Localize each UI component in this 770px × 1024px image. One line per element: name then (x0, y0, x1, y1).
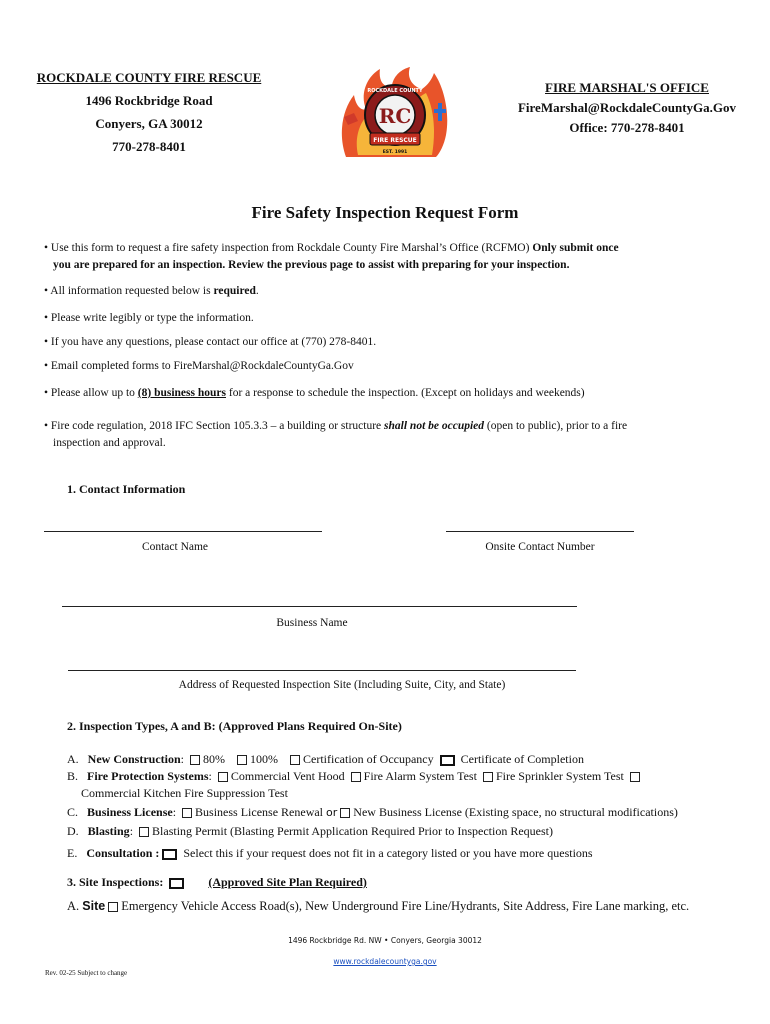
fire-rescue-logo (336, 65, 454, 165)
fire-marshal-contact-block (498, 78, 756, 138)
contact-name-label: Contact Name (141, 541, 209, 553)
checkbox-business-license-renewal[interactable] (182, 808, 192, 818)
checkbox-certificate-of-completion[interactable] (440, 755, 455, 766)
instruction-required: • All information requested below is required. (44, 285, 259, 297)
office-title: FIRE MARSHAL'S OFFICE (545, 80, 709, 95)
inspection-type-d: D. Blasting: Blasting Permit (Blasting Permit Application Required Prior to Inspection Request) (67, 824, 553, 838)
logo-est: EST. 1991 (382, 150, 408, 155)
business-name-field[interactable] (62, 606, 577, 607)
checkbox-blasting-permit[interactable] (139, 827, 149, 837)
site-address-field[interactable] (68, 670, 576, 671)
site-address-label: Address of Requested Inspection Site (Including Suite, City, and State) (178, 679, 506, 691)
checkbox-kitchen-fire-suppression-test[interactable] (630, 772, 640, 782)
agency-phone: 770-278-8401 (112, 139, 186, 154)
agency-city: Conyers, GA 30012 (95, 116, 203, 131)
inspection-type-c: C. Business License: Business License Renewal or New Business License (Existing space, no structural modifications) (67, 805, 678, 819)
inspection-type-a: A. New Construction: 80% 100% Certification of Occupancy Certificate of Completion (67, 752, 584, 766)
onsite-contact-number-field[interactable] (446, 531, 634, 532)
section-1-heading: 1. Contact Information (67, 482, 186, 496)
instruction-questions: • If you have any questions, please contact our office at (770) 278-8401. (44, 336, 377, 348)
instruction-email: • Email completed forms to FireMarshal@RockdaleCountyGa.Gov (44, 360, 354, 372)
checkbox-site-inspection[interactable] (108, 902, 118, 912)
checkbox-fire-alarm-system-test[interactable] (351, 772, 361, 782)
revision-note: Rev. 02-25 Subject to change (45, 969, 128, 977)
office-phone: Office: 770-278-8401 (569, 120, 685, 135)
logo-top-text: ROCKDALE COUNTY (367, 88, 423, 94)
agency-name: ROCKDALE COUNTY FIRE RESCUE (36, 70, 262, 85)
onsite-contact-number-label: Onsite Contact Number (485, 541, 595, 553)
logo-banner: FIRE RESCUE (373, 137, 417, 144)
checkbox-100-percent[interactable] (237, 755, 247, 765)
logo-monogram: RC (378, 104, 412, 128)
checkbox-fire-sprinkler-system-test[interactable] (483, 772, 493, 782)
instruction-response-time: • Please allow up to (8) business hours for a response to schedule the inspection. (Except on holidays and weekends) (44, 387, 585, 399)
checkbox-consultation[interactable] (162, 849, 177, 860)
section-3-heading: 3. Site Inspections: (Approved Site Plan Required) (67, 875, 367, 889)
form-title: Fire Safety Inspection Request Form (251, 203, 519, 222)
checkbox-site-inspections[interactable] (169, 878, 184, 889)
site-inspection-a: A. Site Emergency Vehicle Access Road(s), New Underground Fire Line/Hydrants, Site Address, Fire Lane marking, etc. (67, 899, 690, 913)
inspection-type-e: E. Consultation : Select this if your request does not fit in a category listed or you have more questions (67, 846, 593, 860)
footer-website (0, 957, 770, 966)
business-name-label: Business Name (276, 617, 348, 629)
instruction-submit-once: • Use this form to request a fire safety inspection from Rockdale County Fire Marshal’s Office (RCFMO) Only submit once you are prepared for an inspection. Review the previous page to assist with preparing for your inspection. (44, 242, 619, 271)
office-email: FireMarshal@RockdaleCountyGa.Gov (517, 100, 737, 115)
instruction-fire-code: • Fire code regulation, 2018 IFC Section 105.3.3 – a building or structure shall not be occupied (open to public), prior to a fire inspection and approval. (44, 420, 628, 449)
checkbox-80-percent[interactable] (190, 755, 200, 765)
section-2-heading: 2. Inspection Types, A and B: (Approved Plans Required On-Site) (67, 719, 402, 733)
inspection-type-b: B. Fire Protection Systems: Commercial Vent Hood Fire Alarm System Test Fire Sprinkler System Test Commercial Kitchen Fire Suppression Test (67, 768, 707, 802)
checkbox-certification-of-occupancy[interactable] (290, 755, 300, 765)
website-link[interactable]: www.rockdalecountyga.gov (333, 957, 437, 966)
agency-address-block (18, 66, 280, 158)
agency-street: 1496 Rockbridge Road (85, 93, 213, 108)
checkbox-new-business-license[interactable] (340, 808, 350, 818)
checkbox-commercial-vent-hood[interactable] (218, 772, 228, 782)
contact-name-field[interactable] (44, 531, 322, 532)
footer-address: 1496 Rockbridge Rd. NW • Conyers, Georgia 30012 (288, 936, 482, 945)
instruction-legibly: • Please write legibly or type the information. (44, 312, 254, 324)
